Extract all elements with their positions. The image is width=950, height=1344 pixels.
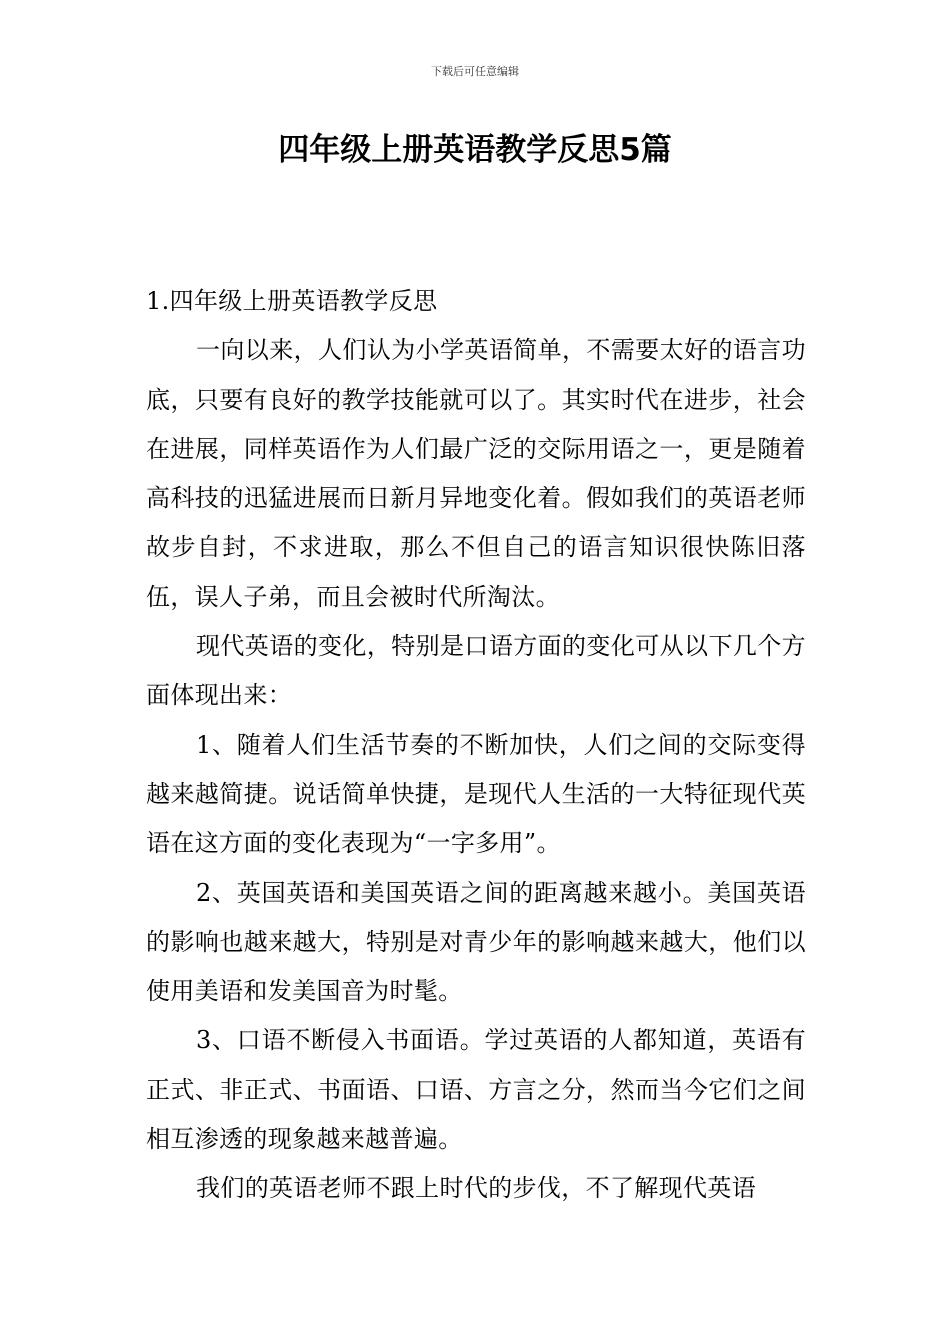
document-title: 四年级上册英语教学反思5篇: [278, 132, 672, 168]
section-heading: 1.四年级上册英语教学反思: [146, 287, 438, 315]
header-note: 下载后可任意编辑: [431, 65, 519, 78]
paragraph-point-3: 3、口语不断侵入书面语。学过英语的人都知道，英语有正式、非正式、书面语、口语、方言之分，然而当今它们之间相互渗透的现象越来越普遍。: [146, 1026, 806, 1154]
paragraph-point-2: 2、英国英语和美国英语之间的距离越来越小。美国英语的影响也越来越大，特别是对青少年的影响越来越大，他们以使用美语和发美国音为时髦。: [146, 878, 806, 1006]
paragraph-point-1: 1、随着人们生活节奏的不断加快，人们之间的交际变得越来越简捷。说话简单快捷，是现代人生活的一大特征现代英语在这方面的变化表现为“一字多用”。: [146, 730, 806, 858]
paragraph-intro: 一向以来，人们认为小学英语简单，不需要太好的语言功底，只要有良好的教学技能就可以了。其实时代在进步，社会在进展，同样英语作为人们最广泛的交际用语之一，更是随着高科技的迅猛进展而日新月异地变化着。假如我们的英语老师故步自封，不求进取，那么不但自己的语言知识很快陈旧落伍，误人子弟，而且会被时代所淘汰。: [146, 336, 806, 611]
document-body: [146, 277, 806, 1214]
paragraph-changes: 现代英语的变化，特别是口语方面的变化可从以下几个方面体现出来：: [146, 632, 806, 710]
paragraph-conclusion: 我们的英语老师不跟上时代的步伐，不了解现代英语: [196, 1174, 757, 1203]
